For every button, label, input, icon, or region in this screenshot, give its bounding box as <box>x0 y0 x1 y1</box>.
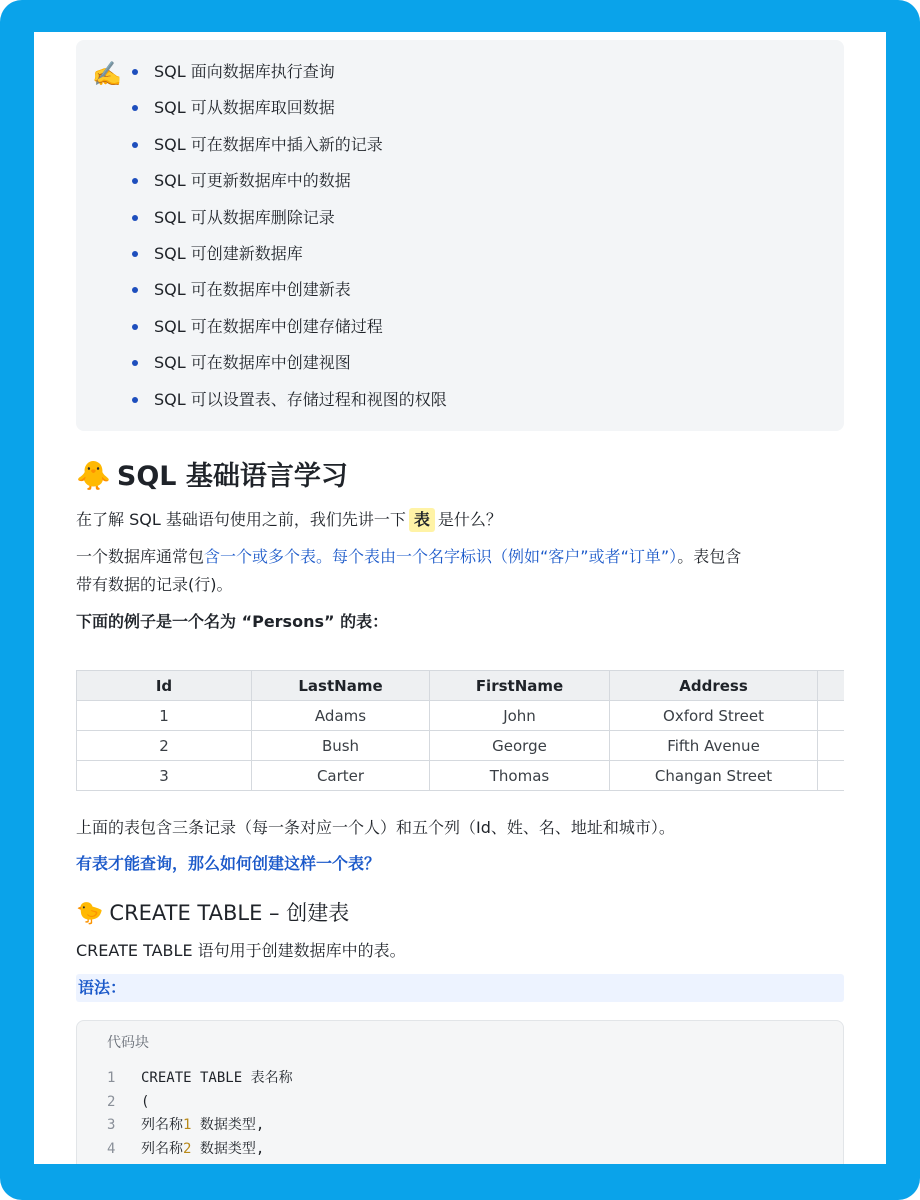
code-line <box>107 1138 293 1162</box>
highlight-table-word: 表 <box>409 508 435 532</box>
table-row <box>77 731 845 761</box>
table-cell: 2 <box>77 731 252 761</box>
description-line-2: 带有数据的记录(行)。 <box>76 575 233 594</box>
section-heading-text: SQL 基础语言学习 <box>116 461 348 492</box>
list-item: SQL 可创建新数据库 <box>132 242 447 278</box>
description-line-1 <box>76 545 741 569</box>
create-table-description: CREATE TABLE 语句用于创建数据库中的表。 <box>76 941 406 960</box>
list-item: SQL 可在数据库中创建存储过程 <box>132 315 447 351</box>
table-cell: Oxford Street <box>610 701 818 731</box>
code-token: 列名称 <box>141 1117 183 1133</box>
chick-icon: 🐥 <box>76 459 111 492</box>
sql-capabilities-list <box>132 60 447 424</box>
code-token: 2 <box>183 1140 192 1157</box>
list-item: SQL 可在数据库中创建新表 <box>132 278 447 314</box>
section-heading-text: CREATE TABLE – 创建表 <box>109 901 350 925</box>
line-number: 2 <box>107 1093 116 1110</box>
persons-table-wrapper <box>76 670 844 792</box>
code-block[interactable] <box>76 1020 844 1164</box>
line-number: 1 <box>107 1070 116 1086</box>
intro-paragraph <box>76 508 502 532</box>
line-number: 3 <box>107 1117 116 1133</box>
desc-text: 一个数据库通常包 <box>76 547 205 566</box>
chick-icon: 🐤 <box>76 901 104 926</box>
code-line <box>107 1114 293 1138</box>
intro-text: 在了解 SQL 基础语句使用之前，我们先讲一下 <box>76 510 406 529</box>
table-cell: Bush <box>252 731 430 761</box>
table-cell <box>818 731 845 761</box>
document-page <box>34 32 886 1164</box>
callout-box <box>76 40 844 431</box>
question-text: 有表才能查询，那么如何创建这样一个表？ <box>76 854 381 873</box>
table-cell: John <box>430 701 610 731</box>
code-line <box>107 1091 293 1115</box>
code-token: 数据类型, <box>191 1140 265 1157</box>
persons-table <box>76 670 844 791</box>
table-cell <box>818 761 845 791</box>
table-header-cell: Id <box>77 671 252 701</box>
code-token: 1 <box>183 1117 192 1133</box>
table-row <box>77 701 845 731</box>
desc-link[interactable]: 含一个或多个表。每个表由一个名字标识（例如“客户”或者“订单”） <box>204 547 678 566</box>
table-cell: 1 <box>77 701 252 731</box>
table-summary: 上面的表包含三条记录（每一条对应一个人）和五个列（Id、姓、名、地址和城市）。 <box>76 818 675 837</box>
table-cell: Changan Street <box>610 761 818 791</box>
section-heading-create-table <box>76 898 349 929</box>
table-cell: Thomas <box>430 761 610 791</box>
table-header-cell: LastName <box>252 671 430 701</box>
table-cell: Carter <box>252 761 430 791</box>
list-item: SQL 可以设置表、存储过程和视图的权限 <box>132 388 447 424</box>
code-token: CREATE TABLE 表名称 <box>141 1070 293 1086</box>
code-token: ( <box>141 1093 150 1110</box>
code-block-title: 代码块 <box>107 1035 149 1051</box>
table-header-cell: Address <box>610 671 818 701</box>
table-cell <box>818 701 845 731</box>
list-item: SQL 可在数据库中创建视图 <box>132 351 447 387</box>
line-number: 4 <box>107 1140 116 1157</box>
code-line <box>107 1067 293 1091</box>
intro-text-end: 是什么？ <box>437 510 502 529</box>
table-header-cell <box>818 671 845 701</box>
table-header-row <box>77 671 845 701</box>
code-token: 列名称 <box>141 1140 183 1157</box>
list-item: SQL 面向数据库执行查询 <box>132 60 447 96</box>
table-header-cell: FirstName <box>430 671 610 701</box>
table-cell: 3 <box>77 761 252 791</box>
writing-hand-icon: ✍️ <box>92 60 122 88</box>
table-cell: Fifth Avenue <box>610 731 818 761</box>
table-cell: Adams <box>252 701 430 731</box>
list-item: SQL 可从数据库取回数据 <box>132 96 447 132</box>
code-lines <box>107 1067 293 1161</box>
list-item: SQL 可更新数据库中的数据 <box>132 169 447 205</box>
list-item: SQL 可在数据库中插入新的记录 <box>132 133 447 169</box>
example-label: 下面的例子是一个名为 “Persons” 的表： <box>76 612 389 631</box>
section-heading-sql-basics <box>76 458 348 495</box>
code-token: 数据类型, <box>191 1117 265 1133</box>
table-row <box>77 761 845 791</box>
table-cell: George <box>430 731 610 761</box>
syntax-label: 语法： <box>76 974 844 1002</box>
list-item: SQL 可从数据库删除记录 <box>132 206 447 242</box>
desc-text-2: 。表包含 <box>677 547 742 566</box>
